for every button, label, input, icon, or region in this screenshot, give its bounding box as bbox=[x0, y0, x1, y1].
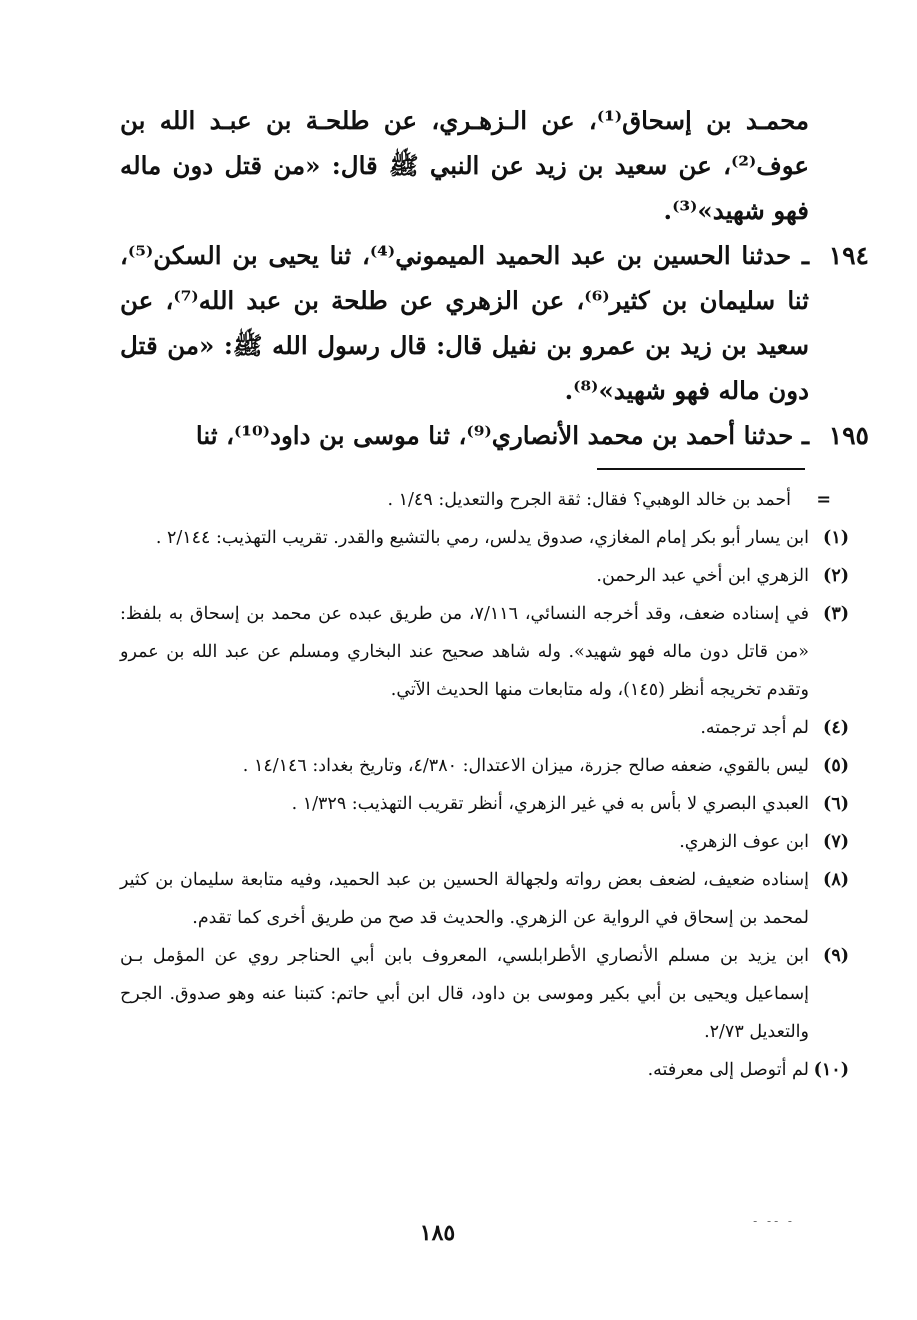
footnote-5 bbox=[120, 747, 849, 785]
footnote-text: في إسناده ضعف، وقد أخرجه النسائي، ٧/١١٦، من طريق عبده عن محمد بن إسحاق به بلفظ: «من قاتل دون ماله فهو شهيد». وله شاهد صحيح عند البخاري ومسلم عن عبد الله بن عمرو وتقدم تخريجه أنظر (١٤٥)، وله متابعات منها الحديث الآتي. bbox=[120, 604, 809, 700]
footnote-1 bbox=[120, 519, 849, 557]
entry-text: ـ حدثنا أحمد بن محمد الأنصاري⁽⁹⁾، ثنا موسى بن داود⁽¹⁰⁾، ثنا bbox=[195, 421, 809, 450]
footnote-marker: (٤) bbox=[823, 718, 849, 738]
footnote-7 bbox=[120, 823, 849, 861]
footnote-marker: (١٠) bbox=[813, 1060, 849, 1080]
footnote-marker: (١) bbox=[823, 528, 849, 548]
footnote-marker: (٧) bbox=[823, 832, 849, 852]
footnote-6 bbox=[120, 785, 849, 823]
footnote-2 bbox=[120, 557, 849, 595]
footnote-marker: (٨) bbox=[823, 870, 849, 890]
paragraph-continuation: محمـد بن إسحاق⁽¹⁾، عن الـزهـري، عن طلحـة بن عبـد الله بن عوف⁽²⁾، عن سعيد بن زيد عن النبي ﷺ قال: «من قتل دون ماله فهو شهيد»⁽³⁾. bbox=[120, 106, 810, 225]
book-page bbox=[42, 0, 917, 1320]
hadith-entry-194 bbox=[120, 233, 869, 413]
footnote-3 bbox=[120, 595, 849, 709]
footnote-text: ابن عوف الزهري. bbox=[679, 832, 809, 852]
footnote-marker: (٢) bbox=[823, 566, 849, 586]
entry-number: ١٩٥ bbox=[828, 421, 869, 450]
footnote-text: العبدي البصري لا بأس به في غير الزهري، أنظر تقريب التهذيب: ١/٣٢٩ . bbox=[291, 794, 809, 814]
entry-number: ١٩٤ bbox=[828, 241, 869, 270]
footnote-9 bbox=[120, 937, 849, 1051]
footnote-text: ابن يسار أبو بكر إمام المغازي، صدوق يدلس، رمي بالتشيع والقدر. تقريب التهذيب: ٢/١٤٤ . bbox=[155, 528, 809, 548]
footnote-text: ليس بالقوي، ضعفه صالح جزرة، ميزان الاعتدال: ٤/٣٨٠، وتاريخ بغداد: ١٤/١٤٦ . bbox=[242, 756, 809, 776]
footnote-text: أحمد بن خالد الوهبي؟ فقال: ثقة الجرح والتعديل: ١/٤٩ . bbox=[387, 490, 791, 510]
footnote-8 bbox=[120, 861, 849, 937]
footnote-marker: (٦) bbox=[823, 794, 849, 814]
footnote-text: لم أتوصل إلى معرفته. bbox=[647, 1060, 809, 1080]
footnote-marker: (٥) bbox=[823, 756, 849, 776]
printer-mark: - -- - bbox=[753, 1214, 795, 1228]
page-number: ١٨٥ bbox=[419, 1220, 456, 1246]
footnote-text: الزهري ابن أخي عبد الرحمن. bbox=[596, 566, 809, 586]
hadith-entry-195 bbox=[120, 413, 869, 458]
footnotes bbox=[120, 481, 849, 1089]
footnote-4 bbox=[120, 709, 849, 747]
footnote-marker: (٩) bbox=[823, 946, 849, 966]
footnote-continued bbox=[120, 481, 831, 519]
footnote-marker: (٣) bbox=[823, 604, 849, 624]
main-text bbox=[120, 98, 869, 458]
footnote-text: لم أجد ترجمته. bbox=[700, 718, 809, 738]
entry-text: ـ حدثنا الحسين بن عبد الحميد الميموني⁽⁴⁾، ثنا يحيى بن السكن⁽⁵⁾، ثنا سليمان بن كثير⁽⁶⁾، عن الزهري عن طلحة بن عبد الله⁽⁷⁾، عن سعيد بن زيد بن عمرو بن نفيل قال: قال رسول الله ﷺ: «من قتل دون ماله فهو شهيد»⁽⁸⁾. bbox=[120, 241, 809, 405]
footnote-10 bbox=[120, 1051, 849, 1089]
footnote-separator bbox=[597, 468, 805, 470]
footnote-text: إسناده ضعيف، لضعف بعض رواته ولجهالة الحسين بن عبد الحميد، وفيه متابعة سليمان بن كثير لمحمد بن إسحاق في الرواية عن الزهري. والحديث قد صح من طريق أخرى كما تقدم. bbox=[120, 870, 809, 928]
footnote-marker: = bbox=[816, 490, 831, 510]
footnote-text: ابن يزيد بن مسلم الأنصاري الأطرابلسي، المعروف بابن أبي الحناجر روي عن المؤمل بـن إسماعيل ويحيى بن أبي بكير وموسى بن داود، قال ابن أبي حاتم: كتبنا عنه وهو صدوق. الجرح والتعديل ٢/٧٣. bbox=[120, 946, 809, 1042]
